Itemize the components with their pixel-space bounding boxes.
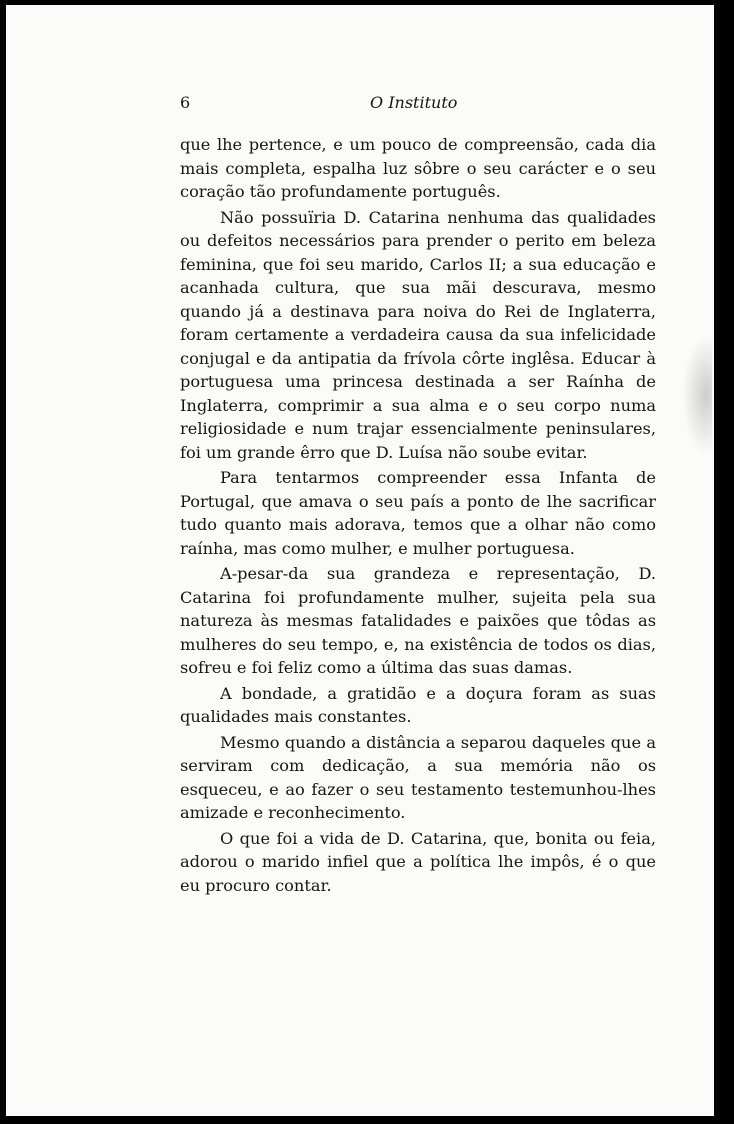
- book-page: [6, 5, 724, 1116]
- paragraph: Mesmo quando a distância a separou daqueles que a serviram com dedicação, a sua memória não os esqueceu, e ao fazer o seu testamento testemunhou-lhes amizade e reconhecimento.: [180, 732, 656, 822]
- page-smudge: [682, 335, 712, 455]
- paragraph: A bondade, a gratidão e a doçura foram as suas qualidades mais constantes.: [180, 683, 656, 726]
- scan-edge-stripe: [714, 5, 724, 1116]
- paragraph: que lhe pertence, e um pouco de compreensão, cada dia mais completa, espalha luz sôbre o seu carácter e o seu coração tão profundamente português.: [180, 135, 656, 201]
- running-title: O Instituto: [370, 93, 458, 112]
- page-number: 6: [180, 93, 191, 112]
- paragraph: Para tentarmos compreender essa Infanta de Portugal, que amava o seu país a ponto de lhe sacrificar tudo quanto mais adorava, temos que a olhar não como raínha, mas como mulher, e mulher portuguesa.: [180, 468, 656, 558]
- paragraph: A-pesar-da sua grandeza e representação, D. Catarina foi profundamente mulher, sujeita pela sua natureza às mesmas fatalidades e paixões que tôdas as mulheres do seu tempo, e, na existência de todos os dias, sofreu e foi feliz como a última das suas damas.: [180, 564, 656, 677]
- body-text: [180, 133, 656, 899]
- paragraph: Não possuïria D. Catarina nenhuma das qualidades ou defeitos necessários para prender o perito em beleza feminina, que foi seu marido, Carlos II; a sua educação e acanhada cultura, que sua mãi descurava, mesmo quando já a destinava para noiva do Rei de Inglaterra, foram certamente a verdadeira causa da sua infelicidade conjugal e da antipatia da frívola côrte inglêsa. Educar à portuguesa uma princesa destinada a ser Raínha de Inglaterra, comprimir a sua alma e o seu corpo numa religiosidade e num trajar essencialmente peninsulares, foi um grande êrro que D. Luísa não soube evitar.: [180, 207, 656, 462]
- page-header: [180, 93, 656, 119]
- paragraph: O que foi a vida de D. Catarina, que, bonita ou feia, adorou o marido infiel que a política lhe impôs, é o que eu procuro contar.: [180, 828, 656, 895]
